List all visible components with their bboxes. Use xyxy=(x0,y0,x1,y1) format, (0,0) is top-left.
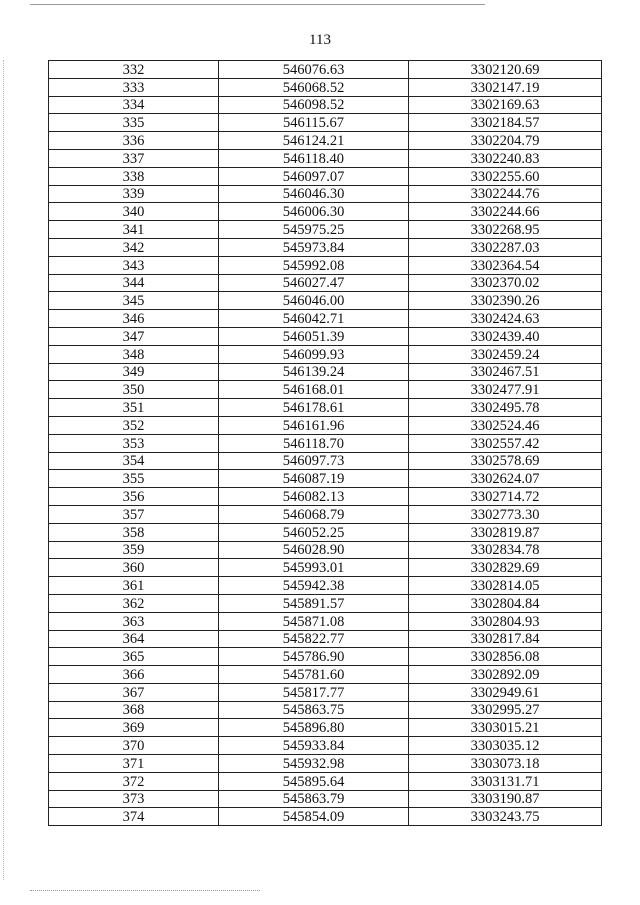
y-coordinate-cell: 3303073.18 xyxy=(409,755,602,773)
y-coordinate-cell: 3302459.24 xyxy=(409,345,602,363)
x-coordinate-cell: 546097.73 xyxy=(219,452,409,470)
table-row xyxy=(49,755,602,773)
y-coordinate-cell: 3302244.66 xyxy=(409,203,602,221)
table-row xyxy=(49,416,602,434)
x-coordinate-cell: 545781.60 xyxy=(219,666,409,684)
point-number-cell: 335 xyxy=(49,114,219,132)
y-coordinate-cell: 3302467.51 xyxy=(409,363,602,381)
y-coordinate-cell: 3302819.87 xyxy=(409,523,602,541)
table-row xyxy=(49,381,602,399)
x-coordinate-cell: 546115.67 xyxy=(219,114,409,132)
table-row xyxy=(49,648,602,666)
table-row xyxy=(49,737,602,755)
y-coordinate-cell: 3302829.69 xyxy=(409,559,602,577)
table-row xyxy=(49,630,602,648)
x-coordinate-cell: 546046.00 xyxy=(219,292,409,310)
y-coordinate-cell: 3302255.60 xyxy=(409,167,602,185)
point-number-cell: 354 xyxy=(49,452,219,470)
y-coordinate-cell: 3303243.75 xyxy=(409,808,602,826)
point-number-cell: 362 xyxy=(49,594,219,612)
table-row xyxy=(49,256,602,274)
x-coordinate-cell: 546161.96 xyxy=(219,416,409,434)
point-number-cell: 371 xyxy=(49,755,219,773)
x-coordinate-cell: 546076.63 xyxy=(219,61,409,79)
table-row xyxy=(49,434,602,452)
point-number-cell: 359 xyxy=(49,541,219,559)
table-row xyxy=(49,683,602,701)
point-number-cell: 357 xyxy=(49,505,219,523)
y-coordinate-cell: 3302120.69 xyxy=(409,61,602,79)
table-row xyxy=(49,363,602,381)
point-number-cell: 370 xyxy=(49,737,219,755)
y-coordinate-cell: 3303035.12 xyxy=(409,737,602,755)
point-number-cell: 343 xyxy=(49,256,219,274)
point-number-cell: 345 xyxy=(49,292,219,310)
bottom-scan-rule xyxy=(30,890,260,891)
x-coordinate-cell: 545891.57 xyxy=(219,594,409,612)
y-coordinate-cell: 3302169.63 xyxy=(409,96,602,114)
point-number-cell: 361 xyxy=(49,577,219,595)
x-coordinate-cell: 546087.19 xyxy=(219,470,409,488)
left-scan-edge xyxy=(3,60,4,880)
point-number-cell: 360 xyxy=(49,559,219,577)
table-row xyxy=(49,185,602,203)
top-scan-rule xyxy=(30,4,485,5)
x-coordinate-cell: 545933.84 xyxy=(219,737,409,755)
x-coordinate-cell: 545863.79 xyxy=(219,790,409,808)
point-number-cell: 367 xyxy=(49,683,219,701)
y-coordinate-cell: 3302714.72 xyxy=(409,488,602,506)
table-row xyxy=(49,808,602,826)
table-row xyxy=(49,310,602,328)
y-coordinate-cell: 3302814.05 xyxy=(409,577,602,595)
y-coordinate-cell: 3302817.84 xyxy=(409,630,602,648)
point-number-cell: 352 xyxy=(49,416,219,434)
point-number-cell: 340 xyxy=(49,203,219,221)
point-number-cell: 336 xyxy=(49,132,219,150)
table-row xyxy=(49,345,602,363)
x-coordinate-cell: 545895.64 xyxy=(219,772,409,790)
table-row xyxy=(49,594,602,612)
table-row xyxy=(49,327,602,345)
point-number-cell: 349 xyxy=(49,363,219,381)
x-coordinate-cell: 545896.80 xyxy=(219,719,409,737)
y-coordinate-cell: 3302804.93 xyxy=(409,612,602,630)
table-row xyxy=(49,719,602,737)
y-coordinate-cell: 3302439.40 xyxy=(409,327,602,345)
x-coordinate-cell: 545863.75 xyxy=(219,701,409,719)
y-coordinate-cell: 3302240.83 xyxy=(409,149,602,167)
y-coordinate-cell: 3302804.84 xyxy=(409,594,602,612)
x-coordinate-cell: 546028.90 xyxy=(219,541,409,559)
y-coordinate-cell: 3302477.91 xyxy=(409,381,602,399)
table-row xyxy=(49,221,602,239)
x-coordinate-cell: 546118.40 xyxy=(219,149,409,167)
y-coordinate-cell: 3302578.69 xyxy=(409,452,602,470)
x-coordinate-cell: 546168.01 xyxy=(219,381,409,399)
y-coordinate-cell: 3302287.03 xyxy=(409,238,602,256)
table-row xyxy=(49,790,602,808)
x-coordinate-cell: 546118.70 xyxy=(219,434,409,452)
x-coordinate-cell: 546097.07 xyxy=(219,167,409,185)
table-row xyxy=(49,274,602,292)
point-number-cell: 365 xyxy=(49,648,219,666)
y-coordinate-cell: 3302892.09 xyxy=(409,666,602,684)
point-number-cell: 348 xyxy=(49,345,219,363)
x-coordinate-cell: 546068.52 xyxy=(219,78,409,96)
x-coordinate-cell: 546006.30 xyxy=(219,203,409,221)
point-number-cell: 353 xyxy=(49,434,219,452)
x-coordinate-cell: 546052.25 xyxy=(219,523,409,541)
point-number-cell: 344 xyxy=(49,274,219,292)
x-coordinate-cell: 546051.39 xyxy=(219,327,409,345)
point-number-cell: 347 xyxy=(49,327,219,345)
table-row xyxy=(49,61,602,79)
y-coordinate-cell: 3302834.78 xyxy=(409,541,602,559)
table-row xyxy=(49,505,602,523)
point-number-cell: 339 xyxy=(49,185,219,203)
y-coordinate-cell: 3303190.87 xyxy=(409,790,602,808)
x-coordinate-cell: 546098.52 xyxy=(219,96,409,114)
x-coordinate-cell: 545975.25 xyxy=(219,221,409,239)
y-coordinate-cell: 3302495.78 xyxy=(409,399,602,417)
point-number-cell: 338 xyxy=(49,167,219,185)
coordinates-table-body xyxy=(49,61,602,826)
y-coordinate-cell: 3302370.02 xyxy=(409,274,602,292)
y-coordinate-cell: 3302624.07 xyxy=(409,470,602,488)
point-number-cell: 372 xyxy=(49,772,219,790)
point-number-cell: 373 xyxy=(49,790,219,808)
table-row xyxy=(49,541,602,559)
y-coordinate-cell: 3302995.27 xyxy=(409,701,602,719)
point-number-cell: 341 xyxy=(49,221,219,239)
y-coordinate-cell: 3302424.63 xyxy=(409,310,602,328)
table-row xyxy=(49,470,602,488)
y-coordinate-cell: 3302557.42 xyxy=(409,434,602,452)
table-row xyxy=(49,772,602,790)
point-number-cell: 356 xyxy=(49,488,219,506)
x-coordinate-cell: 546046.30 xyxy=(219,185,409,203)
point-number-cell: 333 xyxy=(49,78,219,96)
x-coordinate-cell: 545786.90 xyxy=(219,648,409,666)
table-row xyxy=(49,238,602,256)
x-coordinate-cell: 545871.08 xyxy=(219,612,409,630)
table-row xyxy=(49,203,602,221)
table-row xyxy=(49,149,602,167)
point-number-cell: 366 xyxy=(49,666,219,684)
table-row xyxy=(49,612,602,630)
x-coordinate-cell: 546178.61 xyxy=(219,399,409,417)
x-coordinate-cell: 546027.47 xyxy=(219,274,409,292)
point-number-cell: 351 xyxy=(49,399,219,417)
x-coordinate-cell: 545822.77 xyxy=(219,630,409,648)
y-coordinate-cell: 3302147.19 xyxy=(409,78,602,96)
table-row xyxy=(49,559,602,577)
point-number-cell: 374 xyxy=(49,808,219,826)
y-coordinate-cell: 3302856.08 xyxy=(409,648,602,666)
x-coordinate-cell: 546124.21 xyxy=(219,132,409,150)
point-number-cell: 350 xyxy=(49,381,219,399)
point-number-cell: 364 xyxy=(49,630,219,648)
table-row xyxy=(49,78,602,96)
point-number-cell: 355 xyxy=(49,470,219,488)
y-coordinate-cell: 3302773.30 xyxy=(409,505,602,523)
x-coordinate-cell: 546082.13 xyxy=(219,488,409,506)
point-number-cell: 332 xyxy=(49,61,219,79)
x-coordinate-cell: 545817.77 xyxy=(219,683,409,701)
y-coordinate-cell: 3302184.57 xyxy=(409,114,602,132)
y-coordinate-cell: 3302390.26 xyxy=(409,292,602,310)
x-coordinate-cell: 546068.79 xyxy=(219,505,409,523)
table-row xyxy=(49,132,602,150)
table-row xyxy=(49,114,602,132)
coordinates-table xyxy=(48,60,602,826)
x-coordinate-cell: 545942.38 xyxy=(219,577,409,595)
table-row xyxy=(49,167,602,185)
point-number-cell: 342 xyxy=(49,238,219,256)
x-coordinate-cell: 546099.93 xyxy=(219,345,409,363)
y-coordinate-cell: 3302268.95 xyxy=(409,221,602,239)
point-number-cell: 358 xyxy=(49,523,219,541)
y-coordinate-cell: 3302364.54 xyxy=(409,256,602,274)
point-number-cell: 346 xyxy=(49,310,219,328)
x-coordinate-cell: 545932.98 xyxy=(219,755,409,773)
page-number: 113 xyxy=(309,32,331,48)
y-coordinate-cell: 3302949.61 xyxy=(409,683,602,701)
x-coordinate-cell: 546042.71 xyxy=(219,310,409,328)
x-coordinate-cell: 545854.09 xyxy=(219,808,409,826)
table-row xyxy=(49,577,602,595)
table-row xyxy=(49,701,602,719)
y-coordinate-cell: 3303015.21 xyxy=(409,719,602,737)
x-coordinate-cell: 545992.08 xyxy=(219,256,409,274)
table-row xyxy=(49,399,602,417)
table-row xyxy=(49,488,602,506)
point-number-cell: 337 xyxy=(49,149,219,167)
y-coordinate-cell: 3302204.79 xyxy=(409,132,602,150)
table-row xyxy=(49,292,602,310)
point-number-cell: 369 xyxy=(49,719,219,737)
point-number-cell: 368 xyxy=(49,701,219,719)
x-coordinate-cell: 545973.84 xyxy=(219,238,409,256)
y-coordinate-cell: 3302244.76 xyxy=(409,185,602,203)
y-coordinate-cell: 3302524.46 xyxy=(409,416,602,434)
x-coordinate-cell: 546139.24 xyxy=(219,363,409,381)
table-row xyxy=(49,452,602,470)
point-number-cell: 363 xyxy=(49,612,219,630)
table-row xyxy=(49,96,602,114)
point-number-cell: 334 xyxy=(49,96,219,114)
y-coordinate-cell: 3303131.71 xyxy=(409,772,602,790)
x-coordinate-cell: 545993.01 xyxy=(219,559,409,577)
table-row xyxy=(49,523,602,541)
table-row xyxy=(49,666,602,684)
